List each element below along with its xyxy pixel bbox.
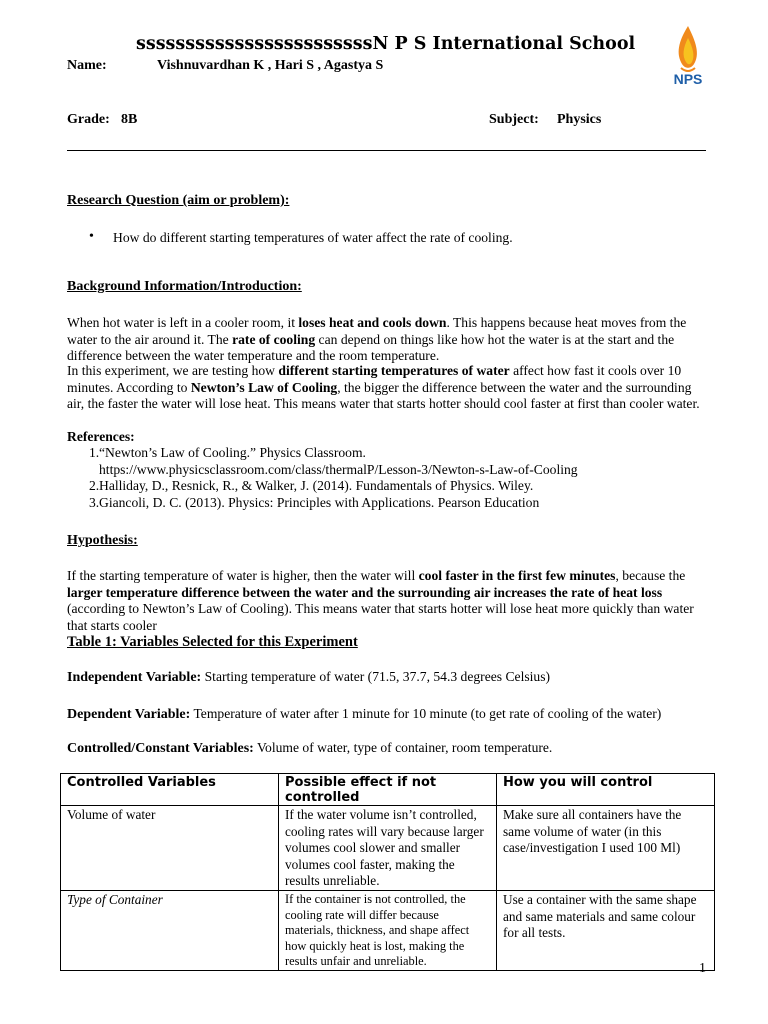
table-cell: Make sure all containers have the same volume of water (in this case/investigation I used 100 Ml) <box>497 806 715 891</box>
column-header: Controlled Variables <box>61 774 279 806</box>
table-cell: Volume of water <box>61 806 279 891</box>
page-number: 1 <box>699 961 706 976</box>
reference-item: 2. Halliday, D., Resnick, R., & Walker, J. (2014). Fundamentals of Physics. Wiley. <box>89 478 534 494</box>
table-cell: Type of Container <box>61 890 279 970</box>
column-header: How you will control <box>497 774 715 806</box>
research-heading: Research Question (aim or problem): <box>67 193 290 208</box>
grade-value: 8B <box>121 112 138 127</box>
flame-icon <box>668 24 708 90</box>
school-title: ssssssssssssssssssssssssN P S International School <box>136 34 636 54</box>
column-header: Possible effect if not controlled <box>279 774 497 806</box>
grade-label: Grade: <box>67 112 110 127</box>
logo-text: NPS <box>673 71 703 87</box>
background-paragraph-1: When hot water is left in a cooler room, it loses heat and cools down. This happens because heat moves from the water to the air around it. The rate of cooling can depend on things like how hot the water is at the start and the difference between the water temperature and the room temperature. <box>67 315 687 364</box>
table-cell: If the container is not controlled, the cooling rate will differ because materials, thickness, and shape affect how quickly heat is lost, making the results unfair and unreliable. <box>279 890 497 970</box>
independent-variable: Independent Variable: Starting temperature of water (71.5, 37.7, 54.3 degrees Celsius) <box>67 669 551 685</box>
table-cell: If the water volume isn’t controlled, cooling rates will vary because larger volumes cool slower and smaller volumes cool faster, making the results unreliable. <box>279 806 497 891</box>
subject-value: Physics <box>557 112 602 127</box>
table-title: Table 1: Variables Selected for this Experiment <box>67 634 358 650</box>
hypothesis-text: If the starting temperature of water is higher, then the water will cool faster in the first few minutes, because the larger temperature difference between the water and the surrounding air increases the rate of heat loss (according to Newton’s Law of Cooling). This means water that starts hotter will lose heat more quickly than water that starts cooler <box>67 568 694 633</box>
table-row <box>61 890 715 970</box>
table-row <box>61 806 715 891</box>
nps-logo <box>668 24 708 90</box>
references-label: References: <box>67 429 135 444</box>
header-divider <box>67 150 706 151</box>
research-question: How do different starting temperatures of water affect the rate of cooling. <box>113 230 513 245</box>
name-value: Vishnuvardhan K , Hari S , Agastya S <box>157 58 384 73</box>
hypothesis-heading: Hypothesis: <box>67 533 138 548</box>
background-paragraph-2: In this experiment, we are testing how different starting temperatures of water affect how fast it cools over 10 minutes. According to Newton’s Law of Cooling, the bigger the difference between the water and the surrounding air, the faster the water will lose heat. This means water that starts hotter should cool faster at first than cooler water. <box>67 363 700 412</box>
reference-item: 3. Giancoli, D. C. (2013). Physics: Principles with Applications. Pearson Education <box>89 494 540 510</box>
subject-label: Subject: <box>489 112 539 127</box>
background-heading: Background Information/Introduction: <box>67 279 302 294</box>
name-label: Name: <box>67 58 107 73</box>
bullet-dot-icon: • <box>89 229 94 244</box>
controlled-variables-table <box>60 773 715 971</box>
table-cell: Use a container with the same shape and same materials and same colour for all tests. <box>497 890 715 970</box>
table-header-row <box>61 774 715 806</box>
controlled-variables: Controlled/Constant Variables: Volume of water, type of container, room temperature. <box>67 740 553 756</box>
references-list <box>67 445 647 511</box>
dependent-variable: Dependent Variable: Temperature of water after 1 minute for 10 minute (to get rate of cooling of the water) <box>67 706 662 722</box>
reference-item: 1. “Newton’s Law of Cooling.” Physics Classroom. https://www.physicsclassroom.com/class/thermalP/Lesson-3/Newton-s-Law-of-Cooling <box>89 445 578 477</box>
